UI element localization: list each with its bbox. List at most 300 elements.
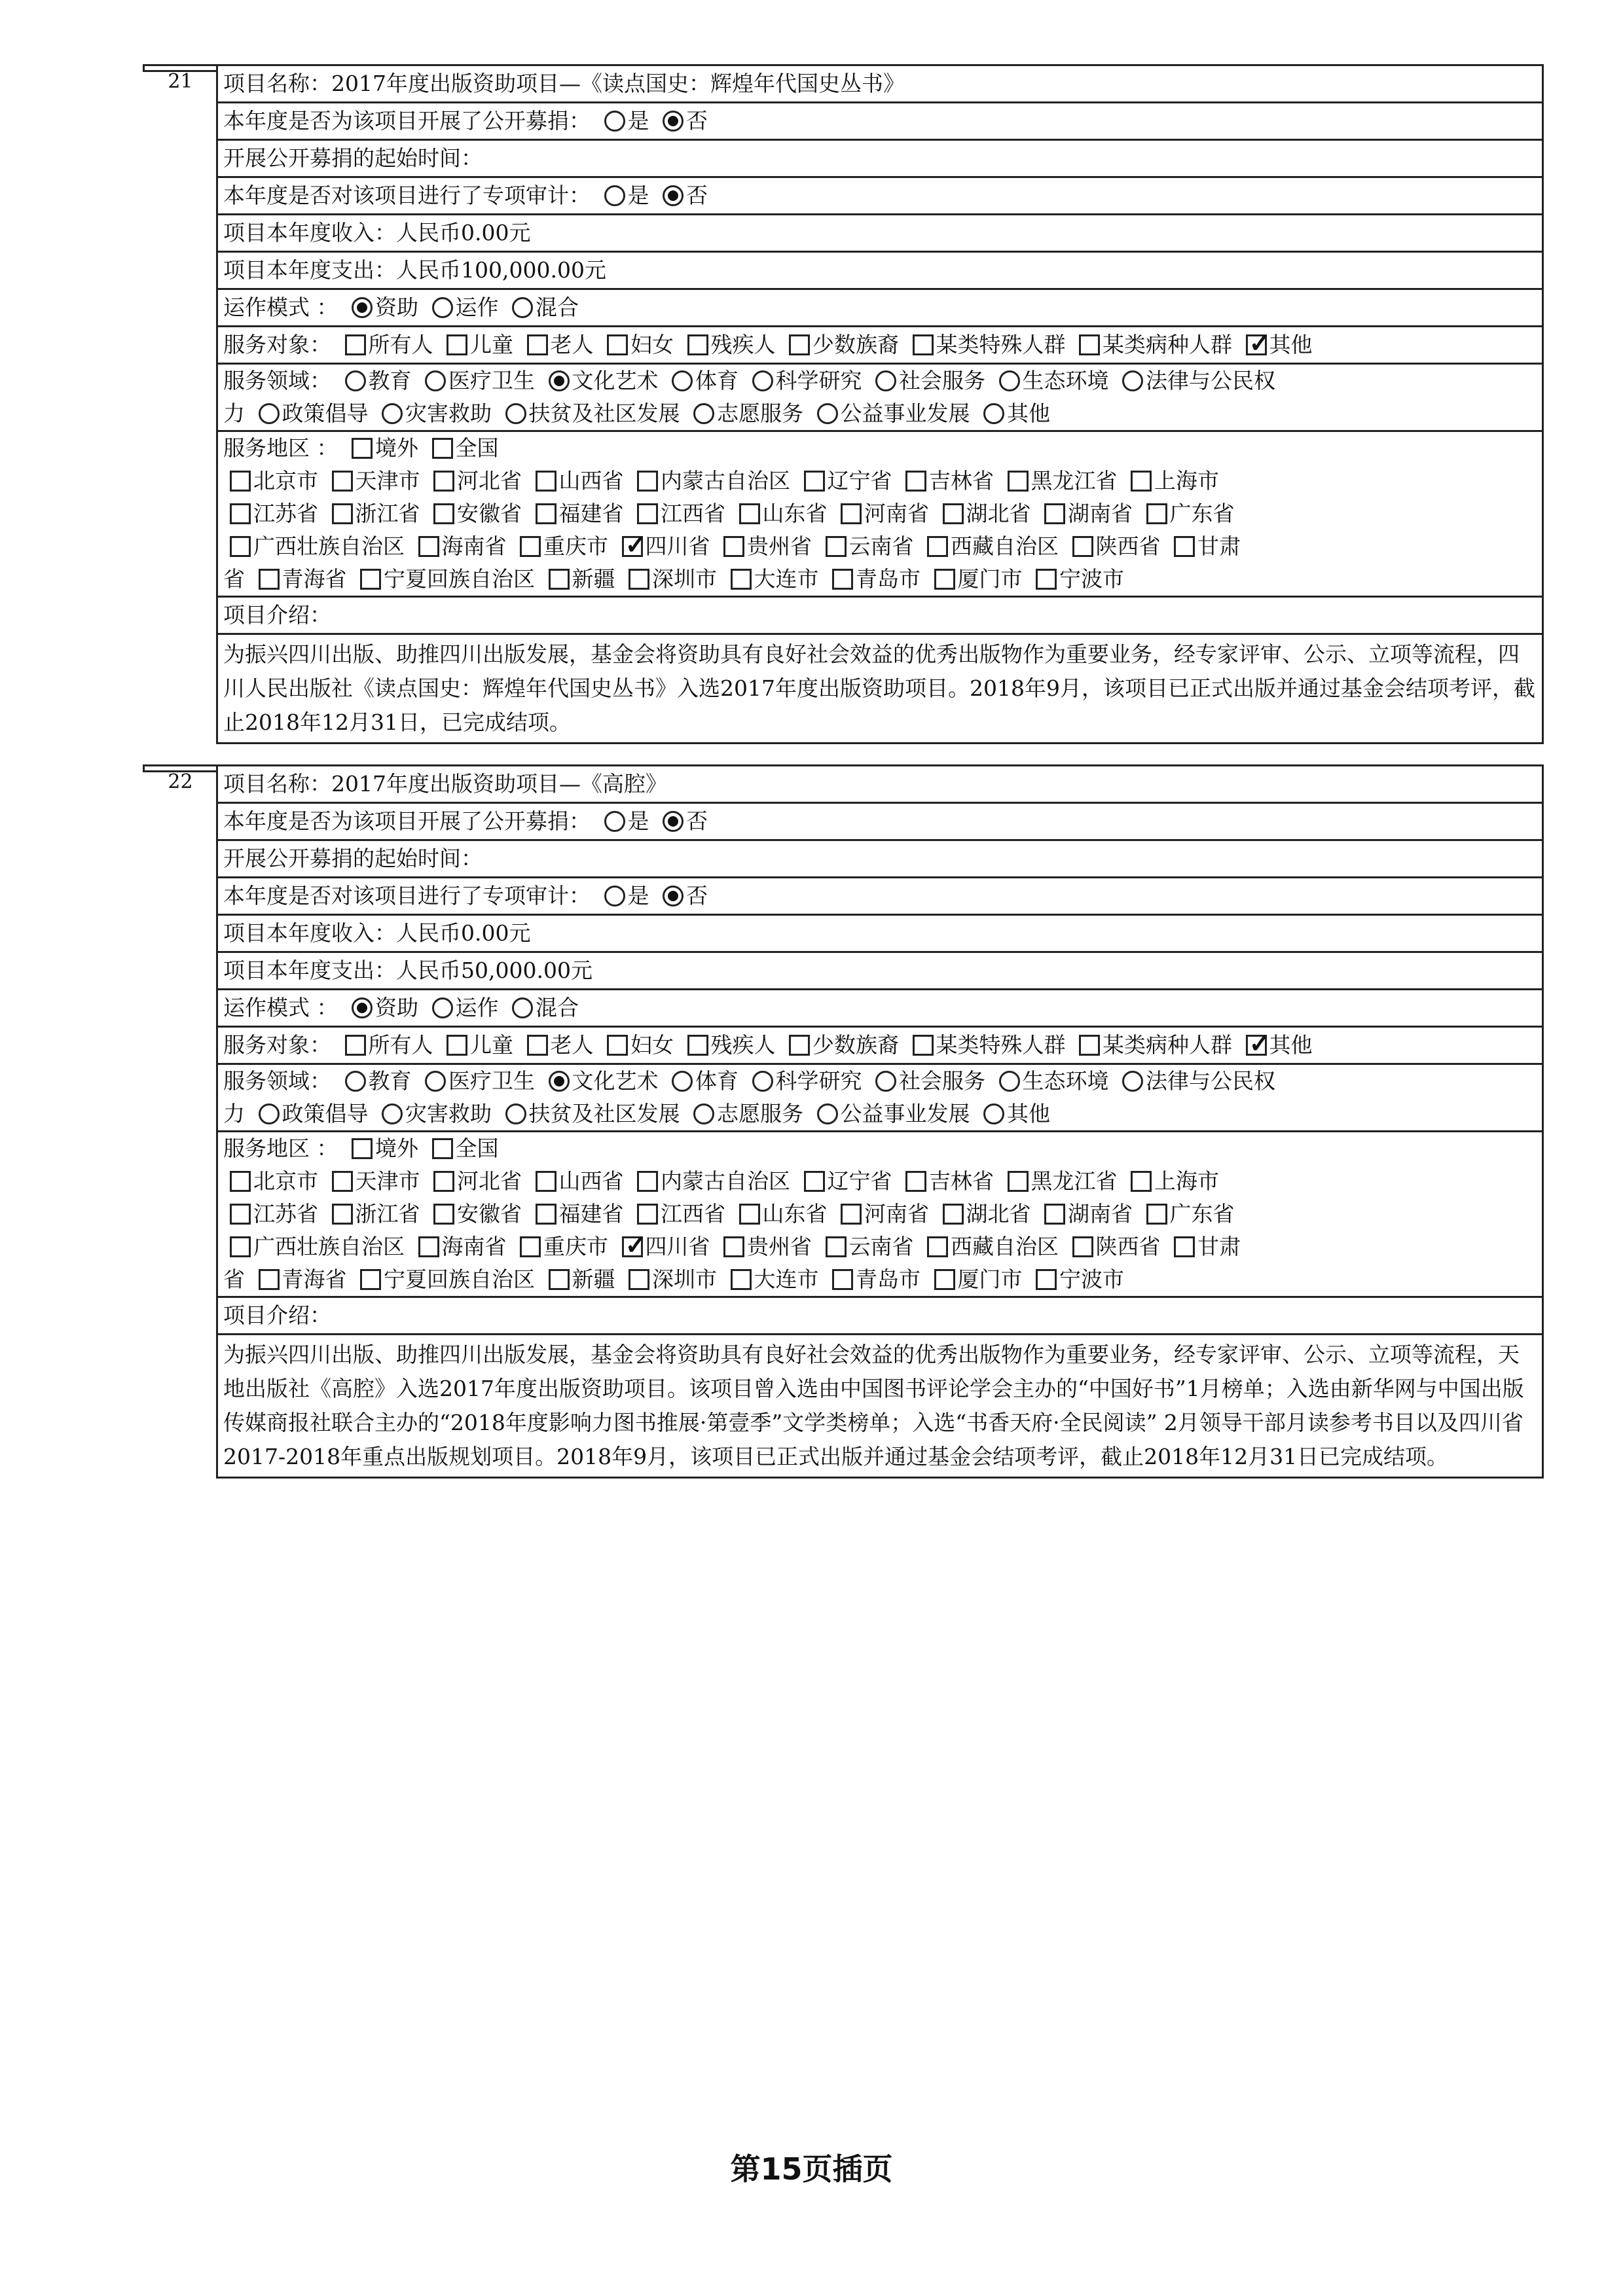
region-checkbox[interactable] bbox=[905, 471, 926, 492]
region-option: 上海市 bbox=[1154, 1168, 1219, 1194]
region-option: 天津市 bbox=[355, 1168, 420, 1194]
mode-radio[interactable] bbox=[512, 997, 533, 1018]
region-checkbox[interactable] bbox=[1036, 1269, 1057, 1290]
region-checkbox[interactable] bbox=[418, 1236, 439, 1257]
region-checkbox[interactable] bbox=[927, 536, 948, 557]
no-label: 否 bbox=[686, 883, 708, 908]
target-option: 妇女 bbox=[630, 332, 674, 357]
target-option: 妇女 bbox=[630, 1032, 674, 1058]
region-checkbox[interactable] bbox=[637, 503, 658, 524]
region-checkbox[interactable] bbox=[905, 1171, 926, 1192]
region-checkbox[interactable] bbox=[629, 569, 649, 590]
project-name-row bbox=[216, 764, 1544, 802]
field-option: 公益事业发展 bbox=[840, 1101, 970, 1126]
region-option: 江西省 bbox=[661, 1201, 725, 1227]
region-option-cont: 省 bbox=[223, 566, 245, 592]
region-checkbox[interactable] bbox=[1174, 536, 1195, 557]
region-option: 福建省 bbox=[558, 501, 624, 526]
no-label: 否 bbox=[686, 183, 708, 208]
region-checkbox[interactable] bbox=[332, 471, 353, 492]
field-radio[interactable] bbox=[382, 1103, 403, 1124]
region-checkbox[interactable] bbox=[433, 1171, 454, 1192]
field-radio[interactable] bbox=[259, 1103, 280, 1124]
region-option: 辽宁省 bbox=[827, 1168, 892, 1194]
region-option: 西藏自治区 bbox=[951, 533, 1059, 559]
yes-label: 是 bbox=[627, 808, 649, 834]
project-name-label: 项目名称： bbox=[223, 71, 331, 96]
expense-row bbox=[216, 251, 1544, 288]
region-option: 海南省 bbox=[441, 533, 507, 559]
field-option-cont: 力 bbox=[223, 401, 245, 426]
region-option: 山东省 bbox=[762, 501, 828, 526]
region-checkbox[interactable] bbox=[731, 1269, 752, 1290]
region-option: 山西省 bbox=[558, 468, 624, 493]
region-option: 大连市 bbox=[754, 1266, 819, 1292]
mode-radio[interactable] bbox=[352, 297, 373, 318]
region-checkbox[interactable] bbox=[826, 536, 847, 557]
region-checkbox[interactable] bbox=[1072, 1236, 1093, 1257]
region-checkbox[interactable] bbox=[1146, 1204, 1167, 1225]
region-checkbox[interactable] bbox=[739, 503, 760, 524]
target-checkbox[interactable] bbox=[447, 334, 467, 355]
public-raising-label: 本年度是否为该项目开展了公开募捐： bbox=[223, 808, 591, 834]
mode-option: 运作 bbox=[455, 995, 499, 1020]
target-checkbox[interactable] bbox=[687, 334, 708, 355]
region-option: 重庆市 bbox=[543, 1234, 608, 1259]
region-option: 山东省 bbox=[762, 1201, 828, 1227]
region-option: 新疆 bbox=[572, 566, 615, 592]
intro-label: 项目介绍： bbox=[223, 1302, 331, 1328]
target-option: 少数族裔 bbox=[812, 1032, 899, 1058]
field-option: 法律与公民权 bbox=[1146, 368, 1275, 393]
expense-row bbox=[216, 951, 1544, 988]
target-option: 老人 bbox=[550, 1032, 594, 1058]
intro-label: 项目介绍： bbox=[223, 602, 331, 628]
field-radio[interactable] bbox=[875, 370, 896, 391]
region-option: 河南省 bbox=[864, 501, 929, 526]
region-option: 天津市 bbox=[355, 468, 420, 493]
field-radio[interactable] bbox=[505, 403, 526, 424]
special-audit-row bbox=[216, 876, 1544, 914]
region-option: 浙江省 bbox=[355, 1201, 420, 1227]
field-option: 公益事业发展 bbox=[840, 401, 970, 426]
field-radio[interactable] bbox=[425, 370, 446, 391]
target-checkbox[interactable] bbox=[345, 334, 366, 355]
field-option: 医疗卫生 bbox=[448, 1068, 535, 1094]
mode-option: 混合 bbox=[536, 295, 579, 320]
mode-radio[interactable] bbox=[512, 297, 533, 318]
region-checkbox-checked[interactable] bbox=[622, 1236, 643, 1257]
region-option: 青海省 bbox=[282, 1266, 347, 1292]
start-time-label: 开展公开募捐的起始时间： bbox=[223, 846, 483, 871]
fields-row bbox=[216, 1063, 1544, 1130]
yes-label: 是 bbox=[627, 883, 649, 908]
field-radio[interactable] bbox=[817, 1103, 838, 1124]
region-checkbox[interactable] bbox=[520, 536, 541, 557]
region-checkbox[interactable] bbox=[629, 1269, 649, 1290]
special-audit-no-radio[interactable] bbox=[663, 886, 684, 906]
income-row bbox=[216, 213, 1544, 251]
field-option: 其他 bbox=[1007, 401, 1050, 426]
public-raising-label: 本年度是否为该项目开展了公开募捐： bbox=[223, 108, 591, 134]
region-checkbox[interactable] bbox=[804, 471, 825, 492]
target-option: 其他 bbox=[1269, 332, 1313, 357]
field-radio[interactable] bbox=[693, 403, 714, 424]
project-rows bbox=[216, 64, 1544, 744]
targets-label: 服务对象： bbox=[223, 1032, 331, 1058]
region-checkbox[interactable] bbox=[230, 1171, 251, 1192]
region-option: 深圳市 bbox=[652, 1266, 717, 1292]
field-option: 科学研究 bbox=[775, 1068, 862, 1094]
mode-label: 运作模式 ： bbox=[223, 295, 338, 320]
region-option: 宁波市 bbox=[1059, 1266, 1124, 1292]
region-option: 甘肃 bbox=[1197, 533, 1241, 559]
region-checkbox[interactable] bbox=[433, 1204, 454, 1225]
target-checkbox[interactable] bbox=[527, 1035, 548, 1056]
region-option: 宁夏回族自治区 bbox=[384, 566, 535, 592]
region-checkbox[interactable] bbox=[360, 569, 381, 590]
target-checkbox[interactable] bbox=[789, 1035, 810, 1056]
target-checkbox[interactable] bbox=[1079, 334, 1100, 355]
field-radio[interactable] bbox=[817, 403, 838, 424]
region-option: 大连市 bbox=[754, 566, 819, 592]
expense-label: 项目本年度支出： bbox=[223, 257, 396, 283]
region-option: 江苏省 bbox=[253, 501, 318, 526]
region-checkbox[interactable] bbox=[637, 1171, 658, 1192]
region-checkbox-checked[interactable] bbox=[622, 536, 643, 557]
intro-label-row bbox=[216, 1296, 1544, 1333]
region-checkbox[interactable] bbox=[230, 471, 251, 492]
region-option: 云南省 bbox=[848, 1234, 914, 1259]
region-checkbox[interactable] bbox=[332, 1171, 353, 1192]
target-option: 少数族裔 bbox=[812, 332, 899, 357]
field-option: 科学研究 bbox=[775, 368, 862, 393]
field-option: 体育 bbox=[695, 1068, 739, 1094]
region-checkbox[interactable] bbox=[230, 1236, 251, 1257]
region-option: 厦门市 bbox=[957, 566, 1023, 592]
field-option: 扶贫及社区发展 bbox=[528, 401, 680, 426]
region-checkbox[interactable] bbox=[723, 1236, 744, 1257]
region-checkbox[interactable] bbox=[1131, 471, 1152, 492]
start-time-row bbox=[216, 139, 1544, 176]
special-audit-no-radio[interactable] bbox=[663, 185, 684, 206]
region-checkbox[interactable] bbox=[230, 503, 251, 524]
target-checkbox[interactable] bbox=[913, 334, 934, 355]
region-option: 青岛市 bbox=[856, 566, 921, 592]
field-radio[interactable] bbox=[345, 1071, 366, 1092]
region-checkbox[interactable] bbox=[259, 1269, 280, 1290]
mode-radio[interactable] bbox=[432, 997, 453, 1018]
region-option: 陕西省 bbox=[1095, 533, 1161, 559]
region-option: 北京市 bbox=[253, 468, 318, 493]
field-radio[interactable] bbox=[875, 1071, 896, 1092]
region-option: 厦门市 bbox=[957, 1266, 1023, 1292]
region-option: 四川省 bbox=[645, 1234, 710, 1259]
region-option: 广东省 bbox=[1169, 1201, 1235, 1227]
field-option: 社会服务 bbox=[899, 368, 985, 393]
regions-label: 服务地区 ： bbox=[223, 1136, 338, 1161]
no-label: 否 bbox=[686, 808, 708, 834]
target-option: 所有人 bbox=[368, 1032, 433, 1058]
region-checkbox[interactable] bbox=[832, 1269, 853, 1290]
field-radio-selected[interactable] bbox=[549, 1071, 570, 1092]
field-radio[interactable] bbox=[672, 1071, 693, 1092]
region-option: 海南省 bbox=[441, 1234, 507, 1259]
fields-label: 服务领域： bbox=[223, 368, 331, 393]
field-option: 其他 bbox=[1007, 1101, 1050, 1126]
mode-row bbox=[216, 288, 1544, 325]
no-label: 否 bbox=[686, 108, 708, 134]
field-option: 医疗卫生 bbox=[448, 368, 535, 393]
region-checkbox[interactable] bbox=[352, 438, 373, 459]
region-option: 浙江省 bbox=[355, 501, 420, 526]
mode-radio[interactable] bbox=[432, 297, 453, 318]
special-audit-label: 本年度是否对该项目进行了专项审计： bbox=[223, 883, 591, 908]
project-number: 22 bbox=[143, 764, 216, 772]
intro-text: 为振兴四川出版、助推四川出版发展，基金会将资助具有良好社会效益的优秀出版物作为重要业务，经专家评审、公示、立项等流程，天地出版社《高腔》入选2017年度出版资助项目。该项目曾入选由中国图书评论学会主办的“中国好书”1月榜单；入选由新华网与中国出版传媒商报社联合主办的“2018年度影响力图书推展·第壹季”文学类榜单；入选“书香天府·全民阅读” 2月领导干部月读参考书目以及四川省2017-2018年重点出版规划项目。2018年9月，该项目已正式出版并通过基金会结项考评，截止2018年12月31日已完成结项。 bbox=[216, 1333, 1544, 1479]
region-option: 安徽省 bbox=[457, 1201, 522, 1227]
region-option: 全国 bbox=[455, 1136, 499, 1161]
region-checkbox[interactable] bbox=[841, 503, 862, 524]
field-radio[interactable] bbox=[259, 403, 280, 424]
field-option: 灾害救助 bbox=[405, 1101, 492, 1126]
field-radio[interactable] bbox=[1122, 370, 1143, 391]
region-option: 宁波市 bbox=[1059, 566, 1124, 592]
field-option: 文化艺术 bbox=[572, 368, 659, 393]
region-option: 河南省 bbox=[864, 1201, 929, 1227]
region-option-cont: 省 bbox=[223, 1266, 245, 1292]
region-checkbox[interactable] bbox=[433, 503, 454, 524]
field-radio[interactable] bbox=[505, 1103, 526, 1124]
region-checkbox[interactable] bbox=[360, 1269, 381, 1290]
mode-row bbox=[216, 988, 1544, 1026]
yes-label: 是 bbox=[627, 183, 649, 208]
region-option: 贵州省 bbox=[747, 1234, 812, 1259]
region-option: 甘肃 bbox=[1197, 1234, 1241, 1259]
public-raising-no-radio[interactable] bbox=[663, 111, 684, 132]
target-option: 某类特殊人群 bbox=[936, 1032, 1066, 1058]
target-option: 某类病种人群 bbox=[1103, 332, 1232, 357]
expense-value: 人民币50,000.00元 bbox=[396, 958, 593, 983]
target-checkbox[interactable] bbox=[1079, 1035, 1100, 1056]
region-option: 青岛市 bbox=[856, 1266, 921, 1292]
region-checkbox[interactable] bbox=[841, 1204, 862, 1225]
income-label: 项目本年度收入： bbox=[223, 920, 396, 946]
region-checkbox[interactable] bbox=[934, 1269, 955, 1290]
target-checkbox-checked[interactable] bbox=[1246, 334, 1267, 355]
region-option: 北京市 bbox=[253, 1168, 318, 1194]
field-radio[interactable] bbox=[999, 370, 1020, 391]
field-option: 志愿服务 bbox=[717, 401, 803, 426]
targets-label: 服务对象： bbox=[223, 332, 331, 357]
region-checkbox[interactable] bbox=[1146, 503, 1167, 524]
region-option: 山西省 bbox=[558, 1168, 624, 1194]
region-option: 广东省 bbox=[1169, 501, 1235, 526]
region-checkbox[interactable] bbox=[731, 569, 752, 590]
region-checkbox[interactable] bbox=[1008, 1171, 1029, 1192]
field-option: 生态环境 bbox=[1022, 368, 1109, 393]
region-option: 境外 bbox=[375, 1136, 418, 1161]
public-raising-row bbox=[216, 802, 1544, 839]
region-option: 湖南省 bbox=[1068, 1201, 1133, 1227]
region-option: 江苏省 bbox=[253, 1201, 318, 1227]
target-option: 残疾人 bbox=[710, 1032, 776, 1058]
expense-label: 项目本年度支出： bbox=[223, 958, 396, 983]
region-option: 西藏自治区 bbox=[951, 1234, 1059, 1259]
region-checkbox[interactable] bbox=[549, 1269, 570, 1290]
public-raising-no-radio[interactable] bbox=[663, 811, 684, 832]
mode-option: 混合 bbox=[536, 995, 579, 1020]
region-option: 上海市 bbox=[1154, 468, 1219, 493]
project-name-row bbox=[216, 64, 1544, 101]
region-checkbox[interactable] bbox=[230, 1204, 251, 1225]
target-checkbox[interactable] bbox=[447, 1035, 467, 1056]
field-radio[interactable] bbox=[999, 1071, 1020, 1092]
region-checkbox[interactable] bbox=[934, 569, 955, 590]
region-checkbox[interactable] bbox=[927, 1236, 948, 1257]
region-checkbox[interactable] bbox=[418, 536, 439, 557]
region-checkbox[interactable] bbox=[332, 1204, 353, 1225]
fields-row bbox=[216, 363, 1544, 430]
field-radio[interactable] bbox=[752, 1071, 773, 1092]
target-checkbox[interactable] bbox=[345, 1035, 366, 1056]
region-checkbox[interactable] bbox=[637, 471, 658, 492]
region-option: 湖北省 bbox=[966, 1201, 1031, 1227]
region-checkbox[interactable] bbox=[723, 536, 744, 557]
region-checkbox[interactable] bbox=[739, 1204, 760, 1225]
targets-row bbox=[216, 1026, 1544, 1063]
region-checkbox[interactable] bbox=[943, 503, 964, 524]
special-audit-yes-radio[interactable] bbox=[604, 886, 625, 906]
region-option: 青海省 bbox=[282, 566, 347, 592]
project-name: 2017年度出版资助项目—《读点国史：辉煌年代国史丛书》 bbox=[331, 71, 905, 96]
target-checkbox[interactable] bbox=[607, 334, 628, 355]
region-option: 云南省 bbox=[848, 533, 914, 559]
field-option: 政策倡导 bbox=[282, 401, 369, 426]
public-raising-yes-radio[interactable] bbox=[604, 111, 625, 132]
region-checkbox[interactable] bbox=[1072, 536, 1093, 557]
target-checkbox[interactable] bbox=[527, 334, 548, 355]
field-radio-selected[interactable] bbox=[549, 370, 570, 391]
special-audit-label: 本年度是否对该项目进行了专项审计： bbox=[223, 183, 591, 208]
region-option: 河北省 bbox=[457, 1168, 522, 1194]
field-radio[interactable] bbox=[983, 1103, 1004, 1124]
region-checkbox[interactable] bbox=[536, 1204, 556, 1225]
region-checkbox[interactable] bbox=[1131, 1171, 1152, 1192]
field-option: 文化艺术 bbox=[572, 1068, 659, 1094]
regions-label: 服务地区 ： bbox=[223, 435, 338, 461]
region-checkbox[interactable] bbox=[536, 503, 556, 524]
region-checkbox[interactable] bbox=[637, 1204, 658, 1225]
region-option: 吉林省 bbox=[929, 468, 994, 493]
targets-row bbox=[216, 325, 1544, 363]
mode-option: 资助 bbox=[375, 995, 418, 1020]
region-option: 四川省 bbox=[645, 533, 710, 559]
region-checkbox[interactable] bbox=[259, 569, 280, 590]
field-option: 体育 bbox=[695, 368, 739, 393]
regions-row bbox=[216, 1130, 1544, 1296]
field-radio[interactable] bbox=[345, 370, 366, 391]
region-checkbox[interactable] bbox=[1044, 503, 1065, 524]
project-name: 2017年度出版资助项目—《高腔》 bbox=[331, 771, 667, 797]
field-radio[interactable] bbox=[382, 403, 403, 424]
region-checkbox[interactable] bbox=[432, 1138, 453, 1159]
region-checkbox[interactable] bbox=[520, 1236, 541, 1257]
region-option: 内蒙古自治区 bbox=[661, 468, 790, 493]
field-radio[interactable] bbox=[693, 1103, 714, 1124]
region-option: 深圳市 bbox=[652, 566, 717, 592]
page-number: 第15页插页 bbox=[730, 2151, 893, 2187]
target-option: 其他 bbox=[1269, 1032, 1313, 1058]
intro-label-row bbox=[216, 596, 1544, 633]
region-option: 黑龙江省 bbox=[1030, 1168, 1118, 1194]
region-checkbox[interactable] bbox=[804, 1171, 825, 1192]
region-checkbox[interactable] bbox=[832, 569, 853, 590]
region-checkbox[interactable] bbox=[536, 1171, 556, 1192]
field-radio[interactable] bbox=[1122, 1071, 1143, 1092]
region-checkbox[interactable] bbox=[943, 1204, 964, 1225]
public-raising-row bbox=[216, 101, 1544, 139]
region-checkbox[interactable] bbox=[433, 471, 454, 492]
region-checkbox[interactable] bbox=[1174, 1236, 1195, 1257]
field-radio[interactable] bbox=[425, 1071, 446, 1092]
income-value: 人民币0.00元 bbox=[396, 920, 531, 946]
target-option: 某类特殊人群 bbox=[936, 332, 1066, 357]
region-checkbox[interactable] bbox=[332, 503, 353, 524]
field-option: 志愿服务 bbox=[717, 1101, 803, 1126]
region-checkbox[interactable] bbox=[826, 1236, 847, 1257]
target-option: 残疾人 bbox=[710, 332, 776, 357]
regions-row bbox=[216, 430, 1544, 596]
field-option: 生态环境 bbox=[1022, 1068, 1109, 1094]
region-option: 境外 bbox=[375, 435, 418, 461]
region-option: 宁夏回族自治区 bbox=[384, 1266, 535, 1292]
region-option: 广西壮族自治区 bbox=[253, 1234, 405, 1259]
region-option: 湖北省 bbox=[966, 501, 1031, 526]
income-label: 项目本年度收入： bbox=[223, 220, 396, 245]
region-checkbox[interactable] bbox=[230, 536, 251, 557]
target-option: 老人 bbox=[550, 332, 594, 357]
field-option: 教育 bbox=[368, 368, 412, 393]
region-checkbox[interactable] bbox=[432, 438, 453, 459]
target-checkbox[interactable] bbox=[789, 334, 810, 355]
field-radio[interactable] bbox=[752, 370, 773, 391]
target-checkbox[interactable] bbox=[607, 1035, 628, 1056]
region-checkbox[interactable] bbox=[352, 1138, 373, 1159]
income-value: 人民币0.00元 bbox=[396, 220, 531, 245]
region-option: 安徽省 bbox=[457, 501, 522, 526]
project-rows bbox=[216, 764, 1544, 1479]
region-option: 河北省 bbox=[457, 468, 522, 493]
mode-radio[interactable] bbox=[352, 997, 373, 1018]
public-raising-yes-radio[interactable] bbox=[604, 811, 625, 832]
region-checkbox[interactable] bbox=[1036, 569, 1057, 590]
target-checkbox[interactable] bbox=[687, 1035, 708, 1056]
field-radio[interactable] bbox=[672, 370, 693, 391]
target-checkbox-checked[interactable] bbox=[1246, 1035, 1267, 1056]
target-checkbox[interactable] bbox=[913, 1035, 934, 1056]
region-checkbox[interactable] bbox=[1044, 1204, 1065, 1225]
mode-option: 运作 bbox=[455, 295, 499, 320]
field-radio[interactable] bbox=[983, 403, 1004, 424]
field-option: 扶贫及社区发展 bbox=[528, 1101, 680, 1126]
intro-text: 为振兴四川出版、助推四川出版发展，基金会将资助具有良好社会效益的优秀出版物作为重要业务，经专家评审、公示、立项等流程，四川人民出版社《读点国史：辉煌年代国史丛书》入选2017年度出版资助项目。2018年9月，该项目已正式出版并通过基金会结项考评，截止2018年12月31日，已完成结项。 bbox=[216, 633, 1544, 744]
target-option: 儿童 bbox=[470, 1032, 513, 1058]
region-checkbox[interactable] bbox=[1008, 471, 1029, 492]
region-checkbox[interactable] bbox=[549, 569, 570, 590]
region-checkbox[interactable] bbox=[536, 471, 556, 492]
special-audit-yes-radio[interactable] bbox=[604, 185, 625, 206]
